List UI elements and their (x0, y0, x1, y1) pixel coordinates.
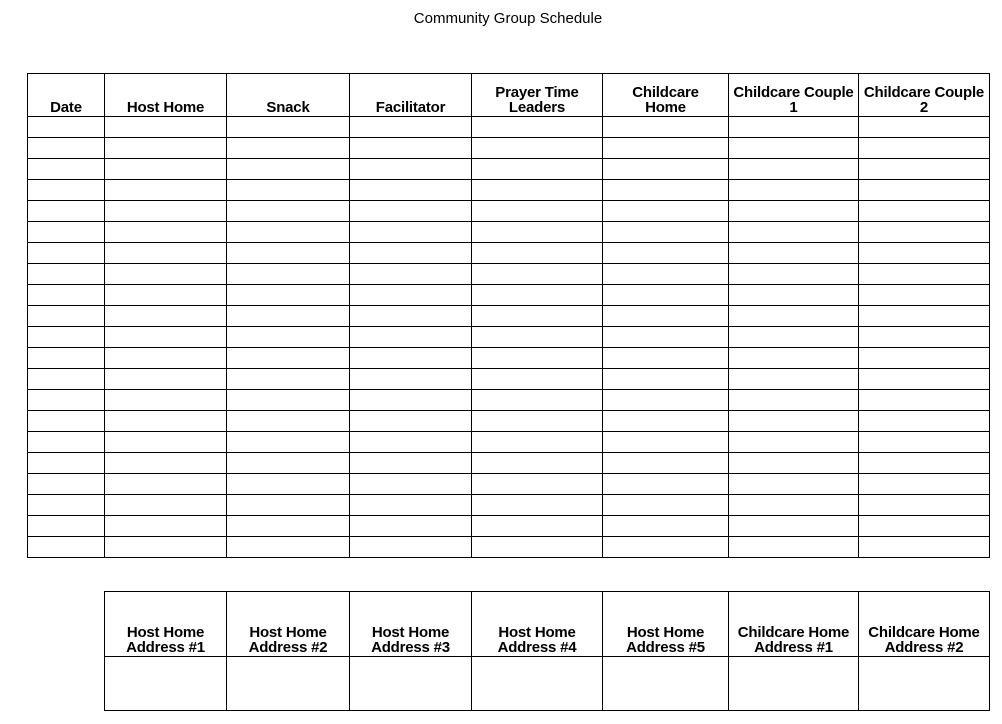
table-cell[interactable] (859, 474, 990, 495)
table-cell[interactable] (603, 657, 729, 711)
table-cell[interactable] (350, 516, 472, 537)
table-cell[interactable] (227, 306, 350, 327)
table-cell[interactable] (105, 222, 227, 243)
header-childcare-couple-2: Childcare Couple 2 (859, 74, 990, 117)
table-cell[interactable] (472, 390, 603, 411)
table-cell[interactable] (105, 390, 227, 411)
table-cell[interactable] (350, 327, 472, 348)
table-cell[interactable] (28, 474, 105, 495)
table-cell[interactable] (227, 201, 350, 222)
table-cell[interactable] (729, 537, 859, 558)
header-host-home-address-5: Host Home Address #5 (603, 592, 729, 657)
header-childcare-couple-1: Childcare Couple 1 (729, 74, 859, 117)
table-cell[interactable] (472, 201, 603, 222)
table-cell[interactable] (603, 516, 729, 537)
table-cell[interactable] (350, 306, 472, 327)
table-cell[interactable] (105, 348, 227, 369)
schedule-row (28, 159, 990, 180)
header-host-home-address-4: Host Home Address #4 (472, 592, 603, 657)
table-cell[interactable] (472, 537, 603, 558)
schedule-row (28, 243, 990, 264)
table-cell[interactable] (227, 117, 350, 138)
table-cell[interactable] (350, 264, 472, 285)
table-cell[interactable] (28, 537, 105, 558)
table-cell[interactable] (105, 432, 227, 453)
table-cell[interactable] (729, 306, 859, 327)
table-cell[interactable] (603, 180, 729, 201)
schedule-row (28, 390, 990, 411)
table-cell[interactable] (729, 411, 859, 432)
table-cell[interactable] (859, 306, 990, 327)
header-childcare-home: Childcare Home (603, 74, 729, 117)
table-cell[interactable] (859, 159, 990, 180)
table-cell[interactable] (227, 495, 350, 516)
table-cell[interactable] (28, 516, 105, 537)
table-cell[interactable] (729, 285, 859, 306)
table-cell[interactable] (729, 138, 859, 159)
table-cell[interactable] (350, 348, 472, 369)
table-cell[interactable] (729, 453, 859, 474)
table-cell[interactable] (859, 201, 990, 222)
table-cell[interactable] (859, 657, 990, 711)
table-cell[interactable] (350, 390, 472, 411)
schedule-row (28, 348, 990, 369)
header-date: Date (28, 74, 105, 117)
table-cell[interactable] (227, 411, 350, 432)
table-cell[interactable] (859, 369, 990, 390)
schedule-row (28, 369, 990, 390)
table-cell[interactable] (350, 159, 472, 180)
table-cell[interactable] (859, 432, 990, 453)
schedule-row (28, 453, 990, 474)
schedule-row (28, 495, 990, 516)
table-cell[interactable] (350, 432, 472, 453)
header-facilitator: Facilitator (350, 74, 472, 117)
table-cell[interactable] (105, 117, 227, 138)
table-cell[interactable] (859, 243, 990, 264)
table-cell[interactable] (227, 159, 350, 180)
table-cell[interactable] (859, 327, 990, 348)
table-cell[interactable] (729, 264, 859, 285)
table-cell[interactable] (859, 222, 990, 243)
table-cell[interactable] (227, 285, 350, 306)
table-cell[interactable] (729, 474, 859, 495)
table-cell[interactable] (227, 432, 350, 453)
table-cell[interactable] (859, 411, 990, 432)
table-cell[interactable] (729, 159, 859, 180)
table-cell[interactable] (859, 348, 990, 369)
table-cell[interactable] (859, 180, 990, 201)
table-cell[interactable] (227, 657, 350, 711)
table-cell[interactable] (859, 390, 990, 411)
header-host-home-address-1: Host Home Address #1 (105, 592, 227, 657)
table-cell[interactable] (350, 180, 472, 201)
table-cell[interactable] (28, 327, 105, 348)
table-cell[interactable] (227, 180, 350, 201)
table-cell[interactable] (729, 243, 859, 264)
table-cell[interactable] (472, 285, 603, 306)
table-cell[interactable] (28, 453, 105, 474)
table-cell[interactable] (603, 201, 729, 222)
table-cell[interactable] (603, 348, 729, 369)
table-cell[interactable] (105, 159, 227, 180)
table-cell[interactable] (603, 306, 729, 327)
header-childcare-home-address-2: Childcare Home Address #2 (859, 592, 990, 657)
table-cell[interactable] (729, 390, 859, 411)
table-cell[interactable] (227, 243, 350, 264)
schedule-row (28, 432, 990, 453)
header-prayer-time-leaders: Prayer Time Leaders (472, 74, 603, 117)
table-cell[interactable] (603, 264, 729, 285)
table-cell[interactable] (729, 657, 859, 711)
table-cell[interactable] (105, 180, 227, 201)
table-cell[interactable] (350, 657, 472, 711)
table-cell[interactable] (105, 306, 227, 327)
table-cell[interactable] (472, 411, 603, 432)
table-cell[interactable] (472, 264, 603, 285)
table-cell[interactable] (227, 327, 350, 348)
table-cell[interactable] (729, 369, 859, 390)
table-cell[interactable] (105, 369, 227, 390)
table-cell[interactable] (350, 285, 472, 306)
table-cell[interactable] (859, 453, 990, 474)
table-cell[interactable] (729, 516, 859, 537)
table-cell[interactable] (227, 264, 350, 285)
table-cell[interactable] (472, 516, 603, 537)
table-cell[interactable] (603, 243, 729, 264)
table-cell[interactable] (472, 222, 603, 243)
table-cell[interactable] (603, 117, 729, 138)
table-cell[interactable] (105, 474, 227, 495)
table-cell[interactable] (859, 264, 990, 285)
table-cell[interactable] (350, 537, 472, 558)
address-header-row (105, 592, 990, 657)
table-cell[interactable] (472, 138, 603, 159)
table-cell[interactable] (603, 285, 729, 306)
schedule-row (28, 516, 990, 537)
table-cell[interactable] (28, 495, 105, 516)
table-cell[interactable] (28, 369, 105, 390)
table-cell[interactable] (603, 537, 729, 558)
table-cell[interactable] (28, 222, 105, 243)
table-cell[interactable] (603, 411, 729, 432)
table-cell[interactable] (105, 138, 227, 159)
table-cell[interactable] (350, 495, 472, 516)
table-cell[interactable] (350, 411, 472, 432)
table-cell[interactable] (105, 495, 227, 516)
table-cell[interactable] (28, 180, 105, 201)
table-cell[interactable] (472, 327, 603, 348)
schedule-row (28, 537, 990, 558)
table-cell[interactable] (472, 243, 603, 264)
schedule-row (28, 201, 990, 222)
table-cell[interactable] (729, 222, 859, 243)
table-cell[interactable] (227, 390, 350, 411)
table-cell[interactable] (603, 390, 729, 411)
table-cell[interactable] (603, 159, 729, 180)
table-cell[interactable] (603, 138, 729, 159)
table-cell[interactable] (729, 117, 859, 138)
table-cell[interactable] (350, 201, 472, 222)
table-cell[interactable] (227, 348, 350, 369)
table-cell[interactable] (472, 348, 603, 369)
table-cell[interactable] (28, 117, 105, 138)
table-cell[interactable] (603, 495, 729, 516)
table-cell[interactable] (350, 369, 472, 390)
table-cell[interactable] (105, 243, 227, 264)
table-cell[interactable] (105, 327, 227, 348)
table-cell[interactable] (105, 411, 227, 432)
table-cell[interactable] (472, 180, 603, 201)
table-cell[interactable] (859, 117, 990, 138)
table-cell[interactable] (105, 264, 227, 285)
table-cell[interactable] (350, 453, 472, 474)
table-cell[interactable] (603, 474, 729, 495)
table-cell[interactable] (227, 474, 350, 495)
table-cell[interactable] (603, 222, 729, 243)
table-cell[interactable] (859, 285, 990, 306)
table-cell[interactable] (350, 138, 472, 159)
table-cell[interactable] (28, 432, 105, 453)
header-snack: Snack (227, 74, 350, 117)
schedule-row (28, 117, 990, 138)
table-cell[interactable] (472, 306, 603, 327)
schedule-row (28, 222, 990, 243)
table-cell[interactable] (729, 180, 859, 201)
table-cell[interactable] (227, 138, 350, 159)
header-host-home-address-3: Host Home Address #3 (350, 592, 472, 657)
schedule-row (28, 264, 990, 285)
schedule-header-row (28, 74, 990, 117)
table-cell[interactable] (472, 657, 603, 711)
table-cell[interactable] (350, 243, 472, 264)
table-cell[interactable] (603, 369, 729, 390)
table-cell[interactable] (227, 369, 350, 390)
table-cell[interactable] (227, 222, 350, 243)
table-cell[interactable] (105, 201, 227, 222)
header-host-home-address-2: Host Home Address #2 (227, 592, 350, 657)
table-cell[interactable] (105, 537, 227, 558)
table-cell[interactable] (227, 537, 350, 558)
table-cell[interactable] (105, 285, 227, 306)
table-cell[interactable] (227, 516, 350, 537)
schedule-row (28, 327, 990, 348)
table-cell[interactable] (28, 306, 105, 327)
table-cell[interactable] (28, 243, 105, 264)
table-cell[interactable] (472, 474, 603, 495)
table-cell[interactable] (28, 159, 105, 180)
schedule-row (28, 180, 990, 201)
table-cell[interactable] (603, 327, 729, 348)
address-row (105, 657, 990, 711)
table-cell[interactable] (350, 222, 472, 243)
table-cell[interactable] (350, 117, 472, 138)
table-cell[interactable] (603, 453, 729, 474)
table-cell[interactable] (472, 432, 603, 453)
table-cell[interactable] (729, 348, 859, 369)
schedule-row (28, 474, 990, 495)
table-cell[interactable] (859, 138, 990, 159)
table-cell[interactable] (729, 495, 859, 516)
header-childcare-home-address-1: Childcare Home Address #1 (729, 592, 859, 657)
table-cell[interactable] (472, 159, 603, 180)
table-cell[interactable] (28, 348, 105, 369)
table-cell[interactable] (105, 516, 227, 537)
table-cell[interactable] (227, 453, 350, 474)
table-cell[interactable] (859, 537, 990, 558)
table-cell[interactable] (28, 285, 105, 306)
table-cell[interactable] (28, 138, 105, 159)
table-cell[interactable] (472, 117, 603, 138)
table-cell[interactable] (105, 657, 227, 711)
table-cell[interactable] (28, 201, 105, 222)
table-cell[interactable] (105, 453, 227, 474)
table-cell[interactable] (729, 327, 859, 348)
schedule-row (28, 138, 990, 159)
schedule-row (28, 411, 990, 432)
schedule-table (27, 73, 990, 558)
page-title: Community Group Schedule (413, 10, 603, 27)
table-cell[interactable] (729, 432, 859, 453)
table-cell[interactable] (28, 411, 105, 432)
schedule-row (28, 285, 990, 306)
table-cell[interactable] (859, 516, 990, 537)
header-host-home: Host Home (105, 74, 227, 117)
table-cell[interactable] (28, 264, 105, 285)
table-cell[interactable] (28, 390, 105, 411)
table-cell[interactable] (859, 495, 990, 516)
table-cell[interactable] (472, 369, 603, 390)
table-cell[interactable] (603, 432, 729, 453)
table-cell[interactable] (472, 453, 603, 474)
table-cell[interactable] (472, 495, 603, 516)
schedule-row (28, 306, 990, 327)
address-table (104, 591, 990, 711)
table-cell[interactable] (729, 201, 859, 222)
table-cell[interactable] (350, 474, 472, 495)
